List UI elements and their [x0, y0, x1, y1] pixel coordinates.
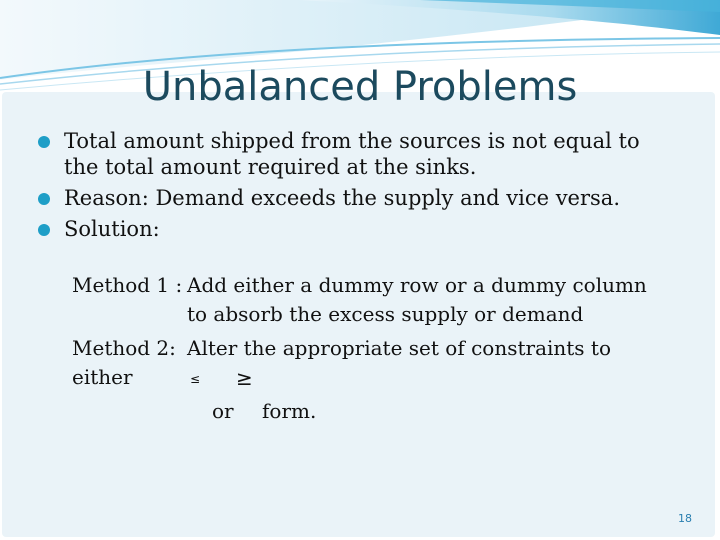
less-equal-symbol: ≤: [190, 372, 201, 386]
bullet-icon: [38, 193, 50, 205]
bullet-text: Total amount shipped from the sources is not equal to: [64, 129, 640, 153]
bullet-text: Solution:: [64, 217, 160, 241]
form-text: form.: [262, 399, 317, 423]
method-1-label: Method 1 :: [72, 273, 183, 297]
method-2-text-continued: either: [72, 365, 133, 389]
page-number: 18: [678, 512, 692, 525]
bullet-item: [38, 216, 698, 242]
method-2-text: Alter the appropriate set of constraints to: [187, 336, 612, 360]
bullet-text: Reason: Demand exceeds the supply and vice versa.: [64, 186, 620, 210]
bullet-icon: [38, 136, 50, 148]
greater-equal-symbol: ≥: [236, 366, 253, 390]
bullet-list: [38, 128, 698, 247]
method-2-label: Method 2:: [72, 336, 176, 360]
method-1-text: Add either a dummy row or a dummy column: [187, 273, 647, 297]
or-text: or: [212, 399, 234, 423]
slide-title: Unbalanced Problems: [142, 64, 578, 110]
bullet-item: [38, 128, 698, 180]
bullet-item: [38, 185, 698, 211]
method-1-text-continued: to absorb the excess supply or demand: [187, 302, 584, 326]
bullet-icon: [38, 224, 50, 236]
bullet-text-continued: the total amount required at the sinks.: [64, 155, 477, 179]
